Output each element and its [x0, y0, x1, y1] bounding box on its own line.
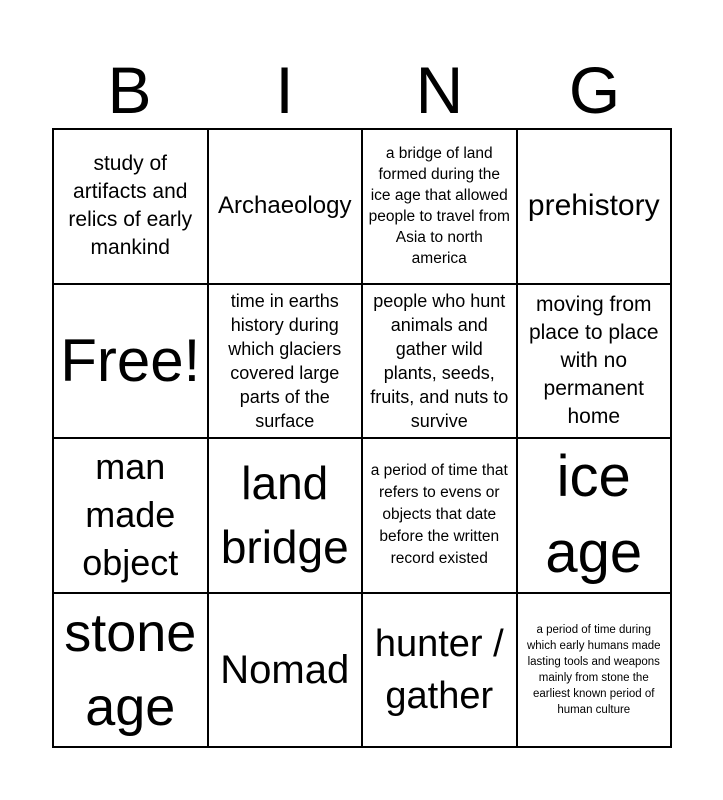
header-letter-i: I — [275, 53, 294, 127]
cell-text: people who hunt animals and gather wild plants, seeds, fruits, and nuts to survive — [370, 290, 509, 431]
bingo-cell-r1c1[interactable] — [53, 129, 208, 284]
cell-text: moving from place to place with no permanent home — [528, 292, 659, 428]
cell-text: land bridge — [220, 457, 349, 574]
cell-text: Free! — [60, 326, 201, 394]
bingo-cell-r4c3[interactable] — [362, 593, 517, 748]
cell-text: ice age — [545, 444, 643, 586]
cell-text: prehistory — [527, 189, 660, 223]
bingo-cell-r1c2[interactable] — [208, 129, 363, 284]
cell-text: a bridge of land formed during the ice age that allowed people to travel from Asia to north america — [368, 145, 510, 268]
cell-text: a period of time that refers to evens or objects that date before the written record existed — [370, 462, 508, 568]
bingo-cell-r2c1-free[interactable] — [53, 284, 208, 439]
bingo-cell-r3c2[interactable] — [208, 438, 363, 593]
bingo-cell-r3c4[interactable] — [517, 438, 672, 593]
cell-text: man made object — [82, 446, 179, 584]
bingo-cell-r4c4[interactable] — [517, 593, 672, 748]
bingo-cell-r2c4[interactable] — [517, 284, 672, 439]
cell-text: study of artifacts and relics of early mankind — [68, 152, 193, 260]
cell-text: stone age — [64, 602, 197, 737]
cell-text: Nomad — [220, 647, 350, 692]
cell-text: a period of time during which early humans made lasting tools and weapons mainly from stone the earliest known period of human culture — [526, 623, 661, 716]
bingo-cell-r4c2[interactable] — [208, 593, 363, 748]
cell-text: time in earths history during which glaciers covered large parts of the surface — [228, 290, 342, 431]
bingo-cell-r3c3[interactable] — [362, 438, 517, 593]
bingo-cell-r2c3[interactable] — [362, 284, 517, 439]
bingo-cell-r3c1[interactable] — [53, 438, 208, 593]
bingo-cell-r1c3[interactable] — [362, 129, 517, 284]
bingo-cell-r4c1[interactable] — [53, 593, 208, 748]
header-letter-b: B — [107, 53, 152, 127]
cell-text: hunter / gather — [374, 622, 504, 717]
bingo-header — [52, 52, 672, 128]
bingo-cell-r2c2[interactable] — [208, 284, 363, 439]
bingo-cell-r1c4[interactable] — [517, 129, 672, 284]
bingo-grid — [52, 128, 672, 748]
cell-text: Archaeology — [218, 192, 352, 220]
header-letter-n: N — [415, 53, 464, 127]
header-letter-g: G — [568, 53, 621, 127]
